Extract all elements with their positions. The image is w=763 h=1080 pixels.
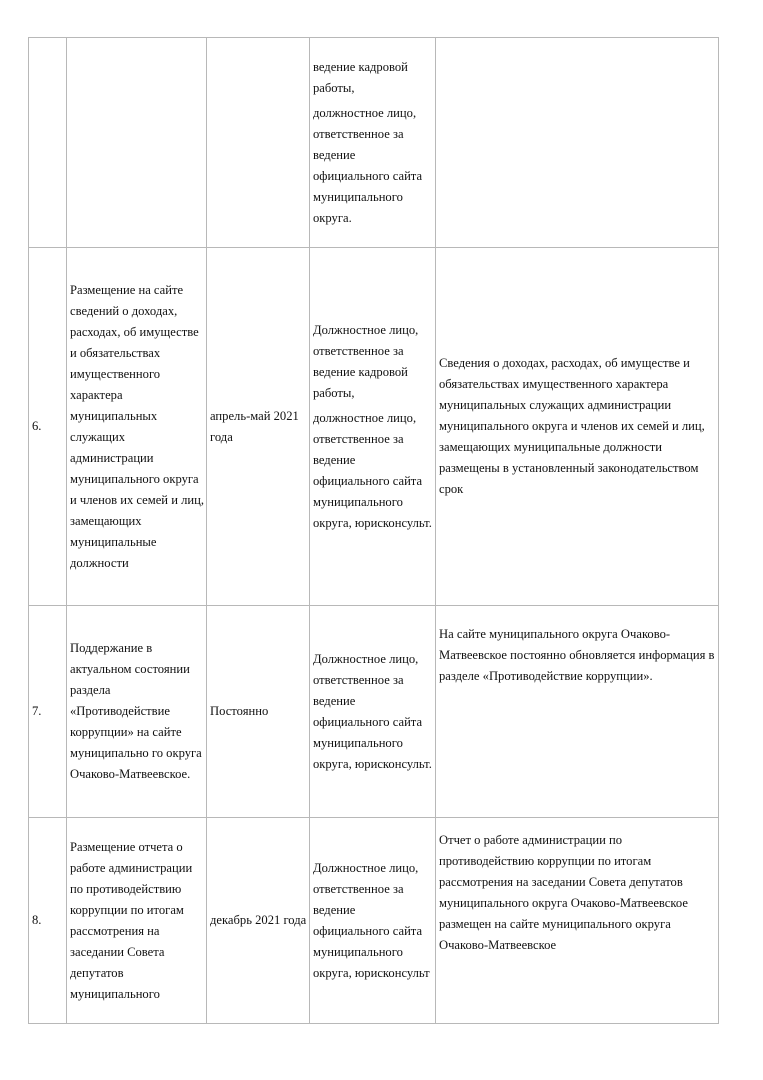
activity-cell [67,606,207,818]
row-number-cell: 8. [29,818,67,1024]
activity-cell [67,38,207,248]
responsible-text: Должностное лицо, ответственное за ведение официального сайта муниципального округа, юрисконсульт [313,860,430,980]
measures-table [28,37,719,1024]
result-cell: Сведения о доходах, расходах, об имуществе и обязательствах имущественного характера муниципальных служащих администрации муниципального округа и членов их семей и лиц, замещающих муниципальные должности размещены в установленный законодательством срок [436,248,719,606]
date-cell: апрель-май 2021 года [207,248,310,606]
responsible-cell [310,818,436,1024]
responsible-text: должностное лицо, ответственное за ведение официального сайта муниципального округа, юрисконсульт. [313,410,432,530]
table-row [29,606,719,818]
row-number-cell [29,38,67,248]
row-number-cell: 6. [29,248,67,606]
result-cell [436,38,719,248]
responsible-text: Должностное лицо, ответственное за ведение официального сайта муниципального округа, юрисконсульт. [313,651,432,771]
date-cell: Постоянно [207,606,310,818]
result-cell: На сайте муниципального округа Очаково-Матвеевское постоянно обновляется информация в разделе «Противодействие коррупции». [436,606,719,818]
activity-cell [67,248,207,606]
activity-text: Размещение отчета о работе администрации по противодействию коррупции по итогам рассмотрения на заседании Совета депутатов муниципального [70,839,193,1001]
responsible-cell [310,38,436,248]
table-row [29,248,719,606]
responsible-text: должностное лицо, ответственное за ведение официального сайта муниципального округа. [313,105,423,225]
activity-text: Поддержание в актуальном состоянии раздела «Противодействие коррупции» на сайте муниципально го округа Очаково-Матвеевское. [70,641,202,781]
date-cell [207,38,310,248]
activity-cell [67,818,207,1024]
table-row [29,818,719,1024]
result-cell: Отчет о работе администрации по противодействию коррупции по итогам рассмотрения на заседании Совета депутатов муниципального округа Очаково-Матвеевское размещен на сайте муниципального округа Очаково-Матвеевское [436,818,719,1024]
responsible-cell [310,606,436,818]
responsible-cell [310,248,436,606]
date-cell: декабрь 2021 года [207,818,310,1024]
table-row [29,38,719,248]
responsible-text: Должностное лицо, ответственное за ведение кадровой работы, [313,322,419,400]
activity-text: Размещение на сайте сведений о доходах, расходах, об имуществе и обязательствах имущественного характера муниципальных служащих администрации муниципального округа и членов их семей и лиц, замещающих муниципальные должности [70,282,204,570]
responsible-text: ведение кадровой работы, [313,59,408,95]
row-number-cell: 7. [29,606,67,818]
